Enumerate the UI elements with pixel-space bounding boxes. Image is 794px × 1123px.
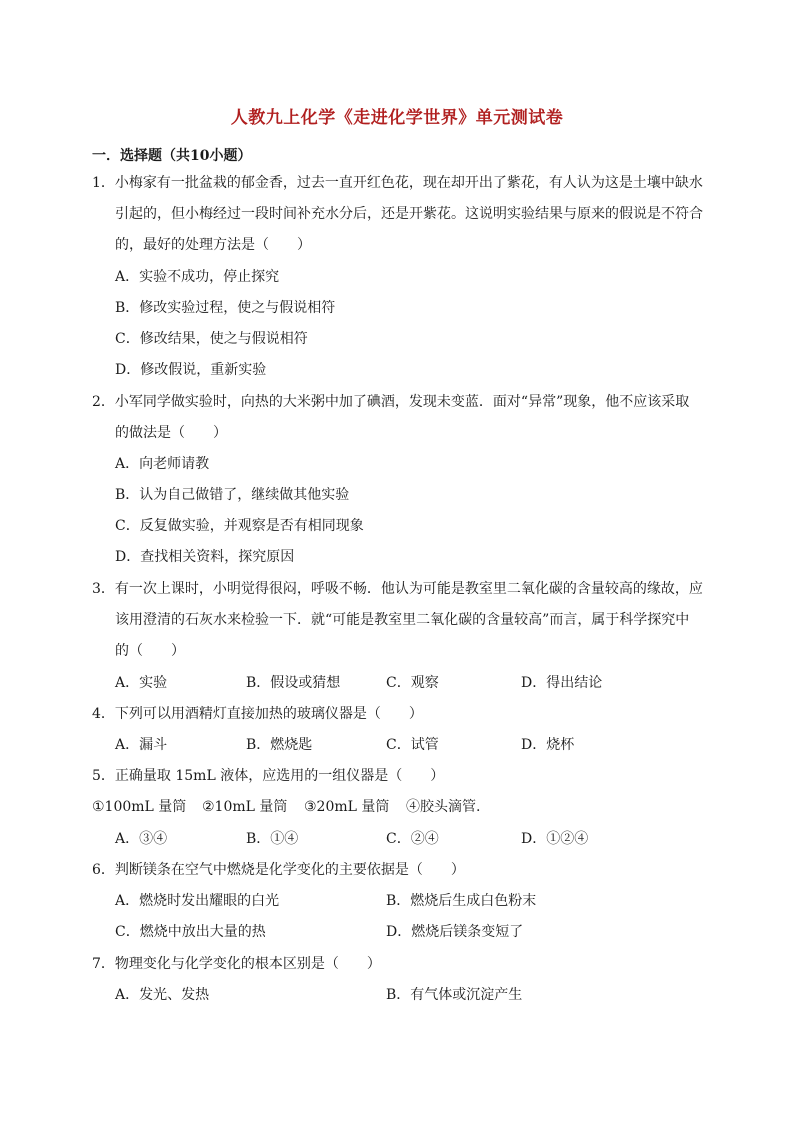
question-stem-line: 4．下列可以用酒精灯直接加热的玻璃仪器是（ ） bbox=[92, 706, 423, 722]
option-c: C．燃烧中放出大量的热 bbox=[115, 924, 266, 940]
option-a: A．③④ bbox=[115, 831, 168, 847]
sub-item: ①100mL 量筒 bbox=[92, 799, 187, 815]
section-heading: 一．选择题（共10小题） bbox=[92, 148, 252, 164]
question-stem-line: 2．小军同学做实验时，向热的大米粥中加了碘酒，发现未变蓝．面对“异常”现象，他不应该采取 bbox=[92, 394, 690, 410]
question-stem-line: 3．有一次上课时，小明觉得很闷，呼吸不畅．他认为可能是教室里二氧化碳的含量较高的缘故，应 bbox=[92, 581, 703, 597]
option-d: D．燃烧后镁条变短了 bbox=[386, 924, 524, 940]
question-stem-line: 1．小梅家有一批盆栽的郁金香，过去一直开红色花，现在却开出了紫花，有人认为这是土壤中缺水 bbox=[92, 175, 703, 191]
sub-item: ③20mL 量筒 bbox=[304, 799, 390, 815]
option-b: B．假设或猜想 bbox=[246, 675, 341, 691]
option-a: A．向老师请教 bbox=[115, 456, 210, 472]
option-a: A．燃烧时发出耀眼的白光 bbox=[115, 893, 280, 909]
option-a: A．发光、发热 bbox=[115, 987, 210, 1003]
option-a: A．实验 bbox=[115, 675, 168, 691]
option-b: B．有气体或沉淀产生 bbox=[386, 987, 523, 1003]
option-c: C．观察 bbox=[386, 675, 439, 691]
question-stem-line: 6．判断镁条在空气中燃烧是化学变化的主要依据是（ ） bbox=[92, 862, 465, 878]
option-b: B．修改实验过程，使之与假说相符 bbox=[115, 300, 336, 316]
option-d: D．①②④ bbox=[521, 831, 589, 847]
question-stem-line: 该用澄清的石灰水来检验一下．就“可能是教室里二氧化碳的含量较高”而言，属于科学探究中 bbox=[115, 612, 690, 628]
question-stem-line: 5．正确量取 15mL 液体，应选用的一组仪器是（ ） bbox=[92, 768, 445, 784]
option-c: C．反复做实验，并观察是否有相同现象 bbox=[115, 518, 364, 534]
option-d: D．修改假说，重新实验 bbox=[115, 362, 267, 378]
option-b: B．认为自己做错了，继续做其他实验 bbox=[115, 487, 350, 503]
question-stem-line: 的，最好的处理方法是（ ） bbox=[115, 237, 311, 253]
sub-item: ④胶头滴管. bbox=[406, 799, 481, 815]
option-d: D．烧杯 bbox=[521, 737, 575, 753]
question-stem-line: 的做法是（ ） bbox=[115, 425, 227, 441]
option-c: C．试管 bbox=[386, 737, 439, 753]
question-stem-line: 引起的，但小梅经过一段时间补充水分后，还是开紫花。这说明实验结果与原来的假说是不符合 bbox=[115, 206, 703, 222]
option-b: B．燃烧后生成白色粉末 bbox=[386, 893, 537, 909]
option-d: D．查找相关资料，探究原因 bbox=[115, 549, 295, 565]
option-a: A．实验不成功，停止探究 bbox=[115, 269, 280, 285]
option-c: C．②④ bbox=[386, 831, 439, 847]
page-title: 人教九上化学《走进化学世界》单元测试卷 bbox=[230, 108, 564, 128]
question-stem-line: 7．物理变化与化学变化的根本区别是（ ） bbox=[92, 956, 381, 972]
sub-item: ②10mL 量筒 bbox=[202, 799, 288, 815]
option-a: A．漏斗 bbox=[115, 737, 168, 753]
option-c: C．修改结果，使之与假说相符 bbox=[115, 331, 308, 347]
option-b: B．燃烧匙 bbox=[246, 737, 313, 753]
option-b: B．①④ bbox=[246, 831, 299, 847]
option-d: D．得出结论 bbox=[521, 675, 603, 691]
question-stem-line: 的（ ） bbox=[115, 643, 185, 659]
